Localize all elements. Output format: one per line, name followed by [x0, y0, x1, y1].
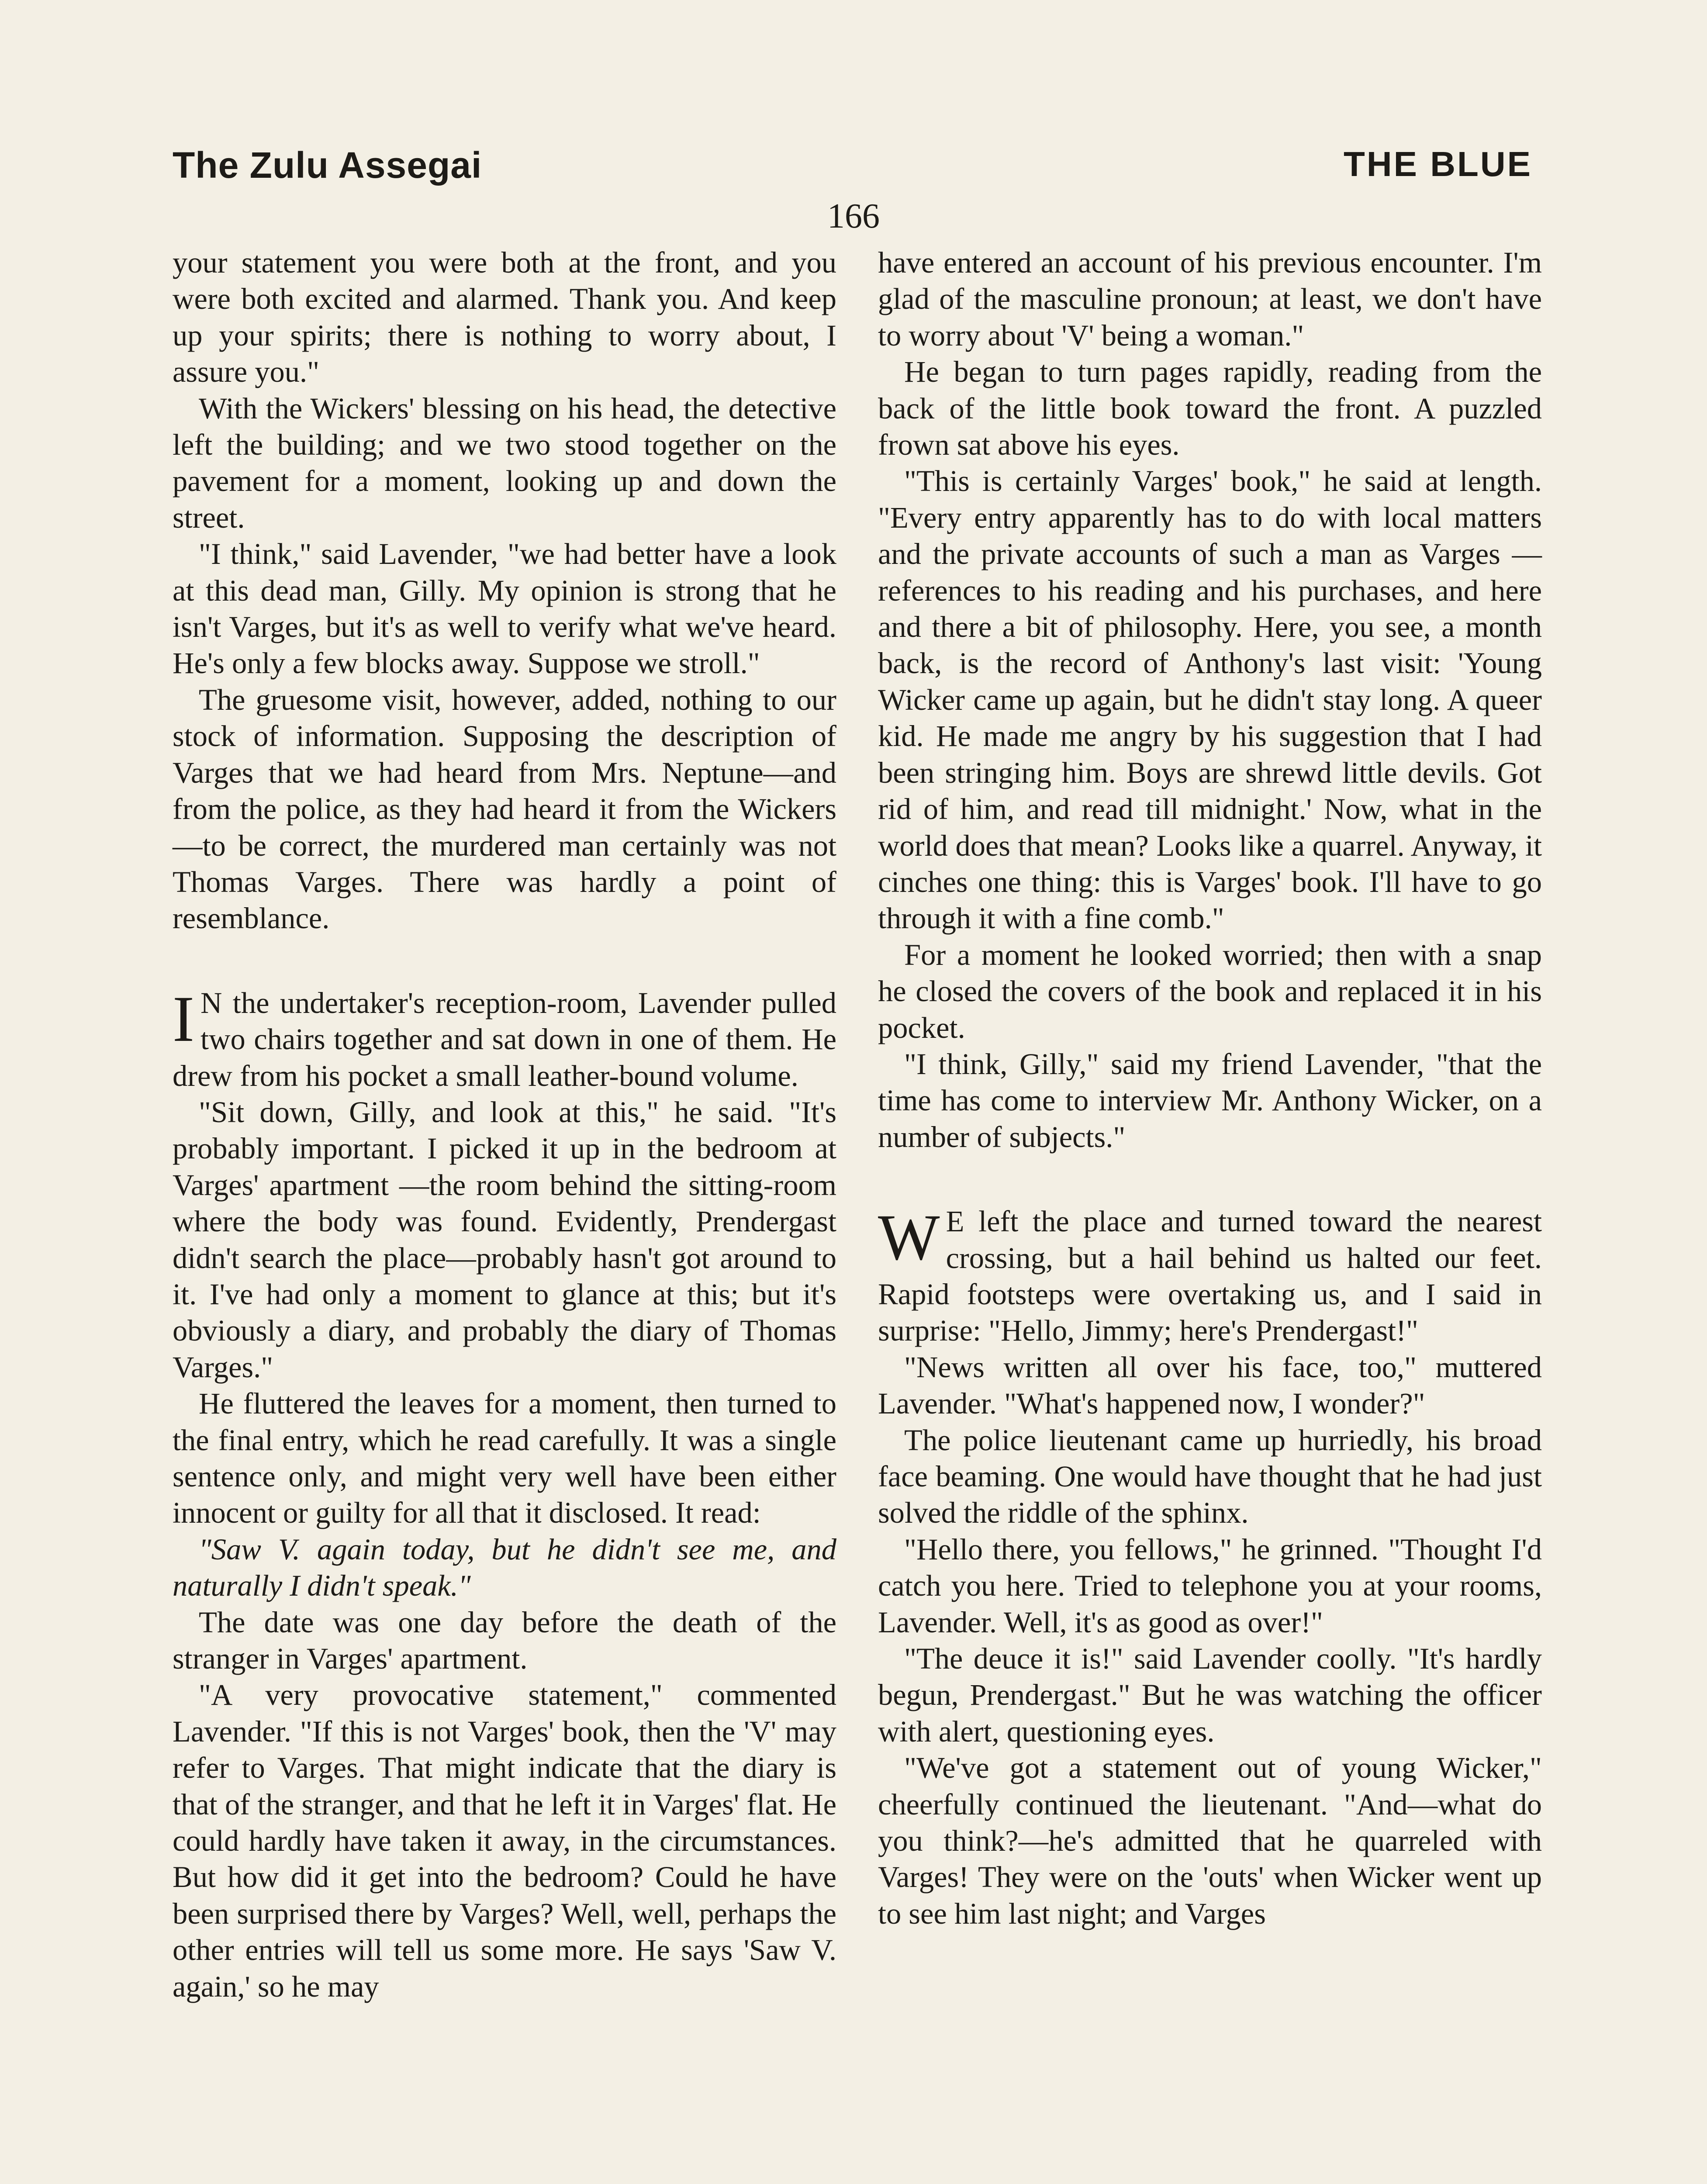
paragraph — [878, 463, 1542, 936]
drop-cap: W — [878, 1201, 940, 1274]
paragraph-text: "I think," said Lavender, "we had better have a look at this dead man, Gilly. My opinion is strong that he isn't Varges, but it's as well to verify what we've heard. He's only a few blocks away. Suppose we stroll." — [173, 537, 836, 680]
paragraph-text: The police lieutenant came up hurriedly, his broad face beaming. One would have thought that he had just solved the riddle of the sphinx. — [878, 1423, 1542, 1530]
continued-paragraph — [878, 245, 1542, 354]
paragraph — [878, 354, 1542, 463]
section-break — [878, 1155, 1542, 1203]
paragraph — [878, 1641, 1542, 1750]
paragraph-text: The date was one day before the death of the stranger in Varges' apartment. — [173, 1605, 836, 1676]
paragraph-text: "We've got a statement out of young Wicker," cheerfully continued the lieutenant. "And—what do you think?—he's admitted that he quarreled with Varges! They were on the 'outs' when Wicker went up to see him last night; and Varges — [878, 1751, 1542, 1930]
paragraph — [173, 390, 836, 536]
paragraph-text: "News written all over his face, too," muttered Lavender. "What's happened now, I wonder?" — [878, 1350, 1542, 1420]
paragraph-text: "Hello there, you fellows," he grinned. "Thought I'd catch you here. Tried to telephone you at your rooms, Lavender. Well, it's as good as over!" — [878, 1532, 1542, 1639]
page-number: 166 — [827, 197, 880, 235]
section-opening-paragraph — [173, 982, 836, 1094]
paragraph-text: N the undertaker's reception-room, Lavender pulled two chairs together and sat down in one of them. He drew from his pocket a small leather-bound volume. — [173, 986, 836, 1092]
paragraph — [173, 682, 836, 937]
paragraph-text: With the Wickers' blessing on his head, the detective left the building; and we two stood together on the pavement for a moment, looking up and down the street. — [173, 391, 836, 534]
paragraph — [878, 1422, 1542, 1531]
paragraph — [173, 1386, 836, 1531]
diary-quote — [173, 1531, 836, 1604]
paragraph-text: He began to turn pages rapidly, reading from the back of the little book toward the front. A puzzled frown sat above his eyes. — [878, 355, 1542, 462]
paragraph-text: "This is certainly Varges' book," he said at length. "Every entry apparently has to do with local matters and the private accounts of such a man as Varges —references to his reading and his purchases, and here and there a bit of philosophy. Here, you see, a month back, is the record of Anthony's last visit: 'Young Wicker came up again, but he didn't stay long. A queer kid. He made me angry by his suggestion that I had been stringing him. Boys are shrewd little devils. Got rid of him, and read till midnight.' Now, what in the world does that mean? Looks like a quarrel. Anyway, it cinches one thing: this is Varges' book. I'll have to go through it with a fine comb." — [878, 464, 1542, 935]
paragraph-text: He fluttered the leaves for a moment, then turned to the final entry, which he read carefully. It was a single sentence only, and might very well have been either innocent or guilty for all that it disclosed. It read: — [173, 1387, 836, 1530]
right-column — [878, 245, 1542, 1932]
paragraph-text: "I think, Gilly," said my friend Lavender, "that the time has come to interview Mr. Anthony Wicker, on a number of subjects." — [878, 1047, 1542, 1154]
paragraph — [878, 937, 1542, 1046]
continued-paragraph — [173, 245, 836, 390]
paragraph — [878, 1046, 1542, 1155]
paragraph-text: "Saw V. again today, but he didn't see me, and naturally I didn't speak." — [173, 1532, 836, 1603]
paragraph — [173, 536, 836, 682]
paragraph-text: "A very provocative statement," commented Lavender. "If this is not Varges' book, then the 'V' may refer to Varges. That might indicate that the diary is that of the stranger, and that he left it in Varges' flat. He could hardly have taken it away, in the circumstances. But how did it get into the bedroom? Could he have been surprised there by Varges? Well, well, perhaps the other entries will tell us some more. He says 'Saw V. again,' so he may — [173, 1678, 836, 2003]
paragraph-text: "Sit down, Gilly, and look at this," he said. "It's probably important. I picked it up in the bedroom at Varges' apartment —the room behind the sitting-room where the body was found. Evidently, Prendergast didn't search the place—probably hasn't got around to it. I've had only a moment to glance at this; but it's obviously a diary, and probably the diary of Thomas Varges." — [173, 1095, 836, 1384]
paragraph — [878, 1750, 1542, 1932]
paragraph — [878, 1349, 1542, 1422]
running-title: The Zulu Assegai — [173, 145, 482, 186]
paragraph-text: E left the place and turned toward the nearest crossing, but a hail behind us halted our feet. Rapid footsteps were overtaking us, and I said in surprise: "Hello, Jimmy; here's Prendergast!" — [878, 1205, 1542, 1348]
paragraph — [173, 1677, 836, 2005]
paragraph-text: The gruesome visit, however, added, nothing to our stock of information. Supposing the description of Varges that we had heard from Mrs. Neptune—and from the police, as they had heard it from the Wickers—to be correct, the murdered man certainly was not Thomas Varges. There was hardly a point of resemblance. — [173, 683, 836, 935]
paragraph-text: have entered an account of his previous encounter. I'm glad of the masculine pronoun; at least, we don't have to worry about 'V' being a woman." — [878, 246, 1542, 352]
paragraph-text: For a moment he looked worried; then with a snap he closed the covers of the book and replaced it in his pocket. — [878, 938, 1542, 1044]
magazine-name: THE BLUE — [1344, 145, 1532, 183]
paragraph — [173, 1604, 836, 1677]
section-opening-paragraph — [878, 1203, 1542, 1349]
paragraph-text: "The deuce it is!" said Lavender coolly. "It's hardly begun, Prendergast." But he was watching the officer with alert, questioning eyes. — [878, 1642, 1542, 1748]
left-column — [173, 245, 836, 2005]
drop-cap: I — [173, 982, 194, 1055]
paragraph-text: your statement you were both at the front, and you were both excited and alarmed. Thank you. And keep up your spirits; there is nothing to worry about, I assure you." — [173, 246, 836, 389]
section-break — [173, 937, 836, 985]
paragraph — [173, 1094, 836, 1386]
paragraph — [878, 1531, 1542, 1641]
